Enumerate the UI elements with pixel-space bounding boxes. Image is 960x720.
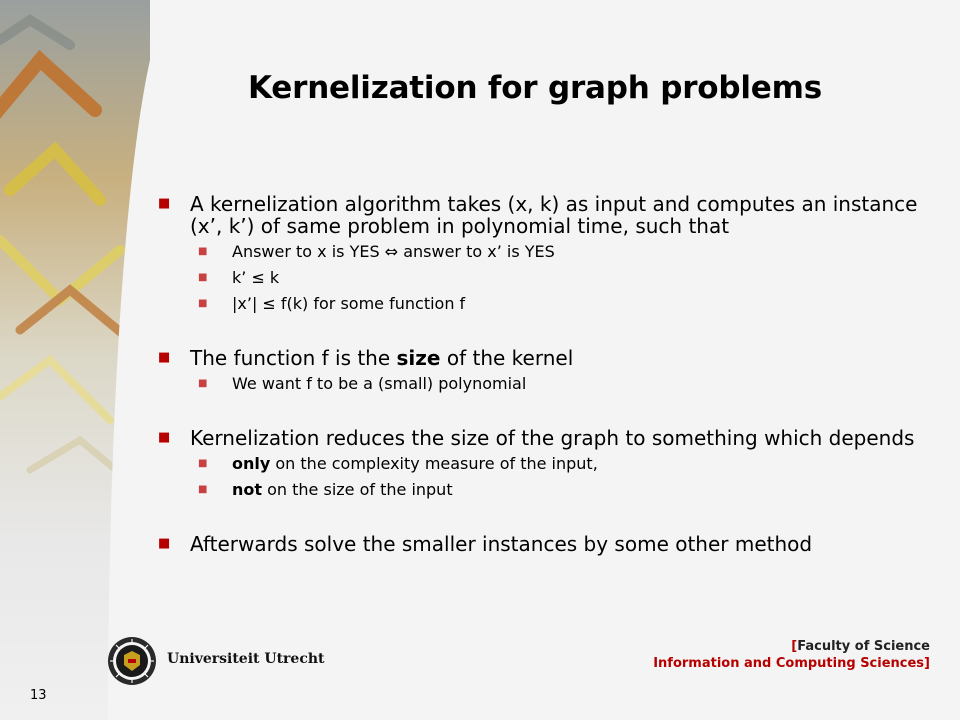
sub-bullet-emphasis: not	[232, 480, 263, 499]
sub-bullet-text: We want f to be a (small) polynomial	[232, 374, 527, 393]
square-bullet-icon: ■	[158, 350, 171, 365]
sub-bullet-item	[158, 374, 918, 393]
sub-bullet-text: |x’| ≤ f(k) for some function f	[232, 294, 466, 313]
sub-bullet-item	[158, 480, 918, 499]
small-square-bullet-icon: ■	[198, 484, 208, 495]
sub-list	[158, 242, 918, 313]
department-name: Information and Computing Sciences	[653, 656, 925, 671]
open-bracket: [	[791, 639, 798, 654]
sub-list	[158, 374, 918, 393]
sub-bullet-text: Answer to x is YES ⇔ answer to x’ is YES	[232, 242, 555, 261]
sub-bullet-item	[158, 454, 918, 473]
university-name: Universiteit Utrecht	[167, 651, 325, 667]
university-seal-icon	[106, 635, 158, 687]
bullet-text-emphasis: size	[396, 346, 441, 370]
faculty-line-2	[653, 655, 930, 672]
small-square-bullet-icon: ■	[198, 246, 208, 257]
square-bullet-icon: ■	[158, 196, 171, 211]
sub-list	[158, 454, 918, 499]
bullet-text-part: of the kernel	[440, 346, 574, 370]
bullet-item	[158, 193, 918, 237]
bullet-text: Kernelization reduces the size of the graph to something which depends	[190, 426, 915, 450]
square-bullet-icon: ■	[158, 430, 171, 445]
small-square-bullet-icon: ■	[198, 272, 208, 283]
small-square-bullet-icon: ■	[198, 458, 208, 469]
square-bullet-icon: ■	[158, 536, 171, 551]
bullet-text: Afterwards solve the smaller instances by some other method	[190, 532, 813, 556]
sub-bullet-emphasis: only	[232, 454, 271, 473]
page-number: 13	[30, 688, 47, 703]
small-square-bullet-icon: ■	[198, 378, 208, 389]
sub-bullet-item	[158, 294, 918, 313]
bullet-item	[158, 427, 918, 449]
faculty-name: Faculty of Science	[797, 639, 930, 654]
bullet-text-part: The function f is the	[190, 346, 397, 370]
bullet-list	[158, 193, 918, 555]
small-square-bullet-icon: ■	[198, 298, 208, 309]
faculty-line-1	[653, 638, 930, 655]
faculty-label	[653, 638, 930, 672]
sub-bullet-text	[232, 480, 453, 499]
bullet-item	[158, 347, 918, 369]
sub-bullet-text: k’ ≤ k	[232, 268, 280, 287]
sub-bullet-item	[158, 268, 918, 287]
sub-bullet-text-part: on the complexity measure of the input,	[270, 454, 598, 473]
close-bracket: ]	[924, 656, 930, 671]
sub-bullet-text	[232, 454, 598, 473]
bullet-text: A kernelization algorithm takes (x, k) as input and computes an instance (x’, k’) of same problem in polynomial time, such that	[190, 192, 918, 238]
bullet-item	[158, 533, 918, 555]
sub-bullet-item	[158, 242, 918, 261]
sub-bullet-text-part: on the size of the input	[262, 480, 453, 499]
slide-title: Kernelization for graph problems	[248, 70, 822, 106]
bullet-text	[190, 346, 573, 370]
